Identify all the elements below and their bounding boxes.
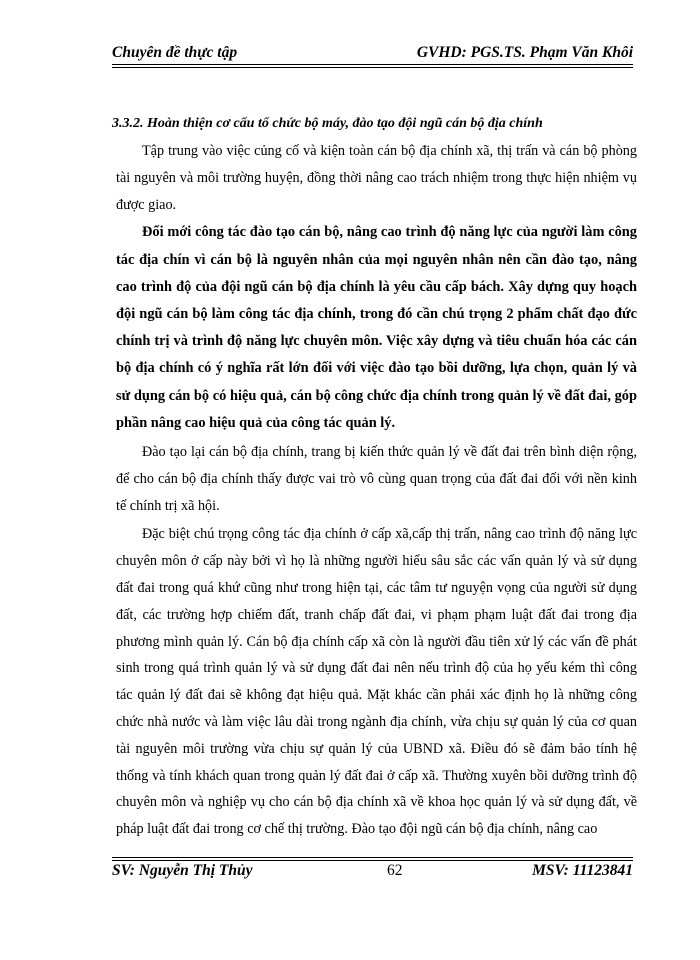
header-rule	[112, 64, 633, 68]
header-title: Chuyên đề thực tập	[112, 44, 238, 61]
page-footer	[112, 862, 633, 886]
paragraph-4: Đặc biệt chú trọng công tác địa chính ở cấp xã,cấp thị trấn, nâng cao trình độ năng lực chuyên môn ở cấp này bởi vì họ là những người hiểu sâu sắc các vấn quản lý và sử dụng đất đai trong quá khứ cũng như trong hiện tại, các tâm tư nguyện vọng của người sử dụng đất, các trường hợp chiếm đất, tranh chấp đất đai, vi phạm phạm luật đất đai trong địa phương mình quản lý. Cán bộ địa chính cấp xã còn là người đầu tiên xử lý các vấn đề phát sinh trong quá trình quản lý và sử dụng đất đai nên nếu trình độ của họ yếu kém thì công tác quản lý đất đai sẽ không đạt hiệu quả. Mặt khác cần phải xác định họ là những công chức nhà nước và làm việc lâu dài trong ngành địa chính, vừa chịu sự quản lý của cơ quan tài nguyên môi trường vừa chịu sự quản lý của UBND xã. Điều đó sẽ đảm bảo tính hệ thống và tính khách quan trong quản lý đất đai ở cấp xã. Thường xuyên bồi dưỡng trình độ chuyên môn và nghiệp vụ cho cán bộ địa chính xã về khoa học quản lý và sử dụng đất, về pháp luật đất đai trong cơ chế thị trường. Đào tạo đội ngũ cán bộ địa chính, nâng cao	[116, 526, 637, 838]
paragraph-3: Đào tạo lại cán bộ địa chính, trang bị kiến thức quản lý về đất đai trên bình diện rộng, để cho cán bộ địa chính thấy được vai trò vô cùng quan trọng của đất đai đối với nền kinh tế chính trị xã hội.	[116, 444, 637, 514]
section-heading: 3.3.2. Hoàn thiện cơ cấu tổ chức bộ máy, đào tạo đội ngũ cán bộ địa chính	[112, 116, 543, 131]
header-advisor: GVHD: PGS.TS. Phạm Văn Khôi	[416, 44, 633, 61]
page-number: 62	[387, 862, 403, 879]
footer-rule	[112, 857, 633, 861]
page-header	[112, 38, 633, 62]
paragraph-1: Tập trung vào việc củng cố và kiện toàn cán bộ địa chính xã, thị trấn và cán bộ phòng tài nguyên và môi trường huyện, đồng thời nâng cao trách nhiệm trong thực hiện nhiệm vụ được giao.	[116, 143, 637, 213]
body-text	[116, 138, 637, 843]
paragraph-2: Đổi mới công tác đào tạo cán bộ, nâng cao trình độ năng lực của người làm công tác địa chín vì cán bộ là nguyên nhân của mọi nguyên nhân nên cần đào tạo, nâng cao trình độ của đội ngũ cán bộ địa chính là yêu cầu cấp bách. Xây dựng quy hoạch đội ngũ cán bộ làm công tác địa chính, trong đó cần chú trọng 2 phẩm chất đạo đức chính trị và trình độ năng lực chuyên môn. Việc xây dựng và tiêu chuẩn hóa các cán bộ địa chính có ý nghĩa rất lớn đối với việc đào tạo bồi dưỡng, lựa chọn, quản lý và sử dụng cán bộ có hiệu quả, cán bộ công chức địa chính trong quản lý về đất đai, góp phần nâng cao hiệu quả của công tác quản lý.	[116, 224, 637, 431]
footer-student: SV: Nguyễn Thị Thủy	[112, 862, 253, 879]
footer-student-id: MSV: 11123841	[532, 862, 633, 879]
